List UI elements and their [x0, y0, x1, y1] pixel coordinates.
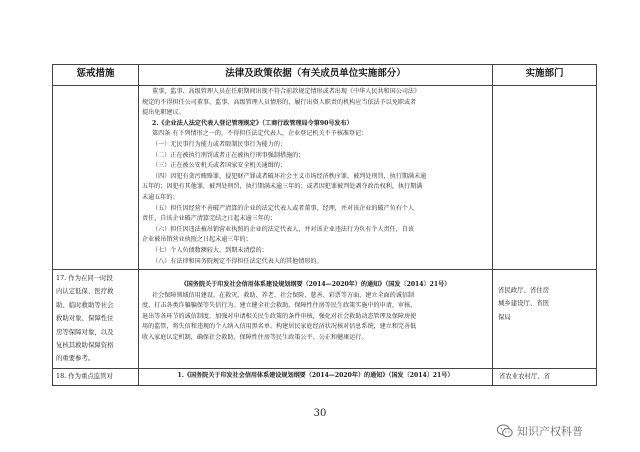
row1-dept-cell: [493, 86, 597, 270]
row1-basis-text: [139, 86, 492, 268]
row2-measure-text: [53, 270, 138, 368]
basis-line: 未逾五年的；: [142, 193, 179, 201]
measure-line: 助、临时救助等社会: [56, 300, 114, 309]
measure-line: 复核其救助保障资格: [56, 341, 114, 350]
page-number: 30: [313, 408, 327, 419]
row3-measure-text: 18. 作为重点监管对: [56, 371, 113, 380]
dept-line: 城乡建设厅、省医: [498, 299, 550, 308]
row2-basis-cell: [139, 270, 493, 369]
dept-line: 保局: [498, 312, 511, 321]
row3-measure-cell: [53, 368, 139, 385]
row2-basis-text: [139, 270, 492, 345]
basis-line: 五年的；因犯有其他罪，被判处刑罚，执行期满未逾三年的；或者因犯罪被判处剥夺政治权利，执行期满: [142, 183, 423, 191]
basis-line: 用的监管，将失信和违规的个人纳入信用黑名单。构建居民家庭经济状况核对信息系统，建立和完善低: [142, 323, 417, 331]
row3-basis-text: 1.《国务院关于印发社会信用体系建设规划纲要（2014—2020年）的通知》（国发〔2014〕21号）: [177, 371, 454, 379]
basis-line: 规定的不得担任公司董事、监事、高级管理人员情形的，履行出资人职责的机构应当依法予以免职或者: [142, 98, 417, 106]
basis-line: （三）正在被公安机关或者国家安全机关通缉的；: [152, 162, 287, 170]
row3-basis-cell: [139, 368, 493, 385]
basis-line: 责任，自该企业破产清算完结之日起未逾三年的；: [142, 215, 277, 223]
row3-dept-text: 省农业农村厅、省: [499, 371, 551, 380]
table-header-row: [53, 65, 597, 86]
basis-line: （八）有法律和国务院规定不得担任法定代表人的其他情形的。: [152, 257, 323, 265]
basis-line: 企业被吊销营业执照之日起未逾三年的；: [142, 236, 252, 244]
basis-line: （二）正在被执行刑罚或者正在被执行刑事强制措施的；: [152, 151, 305, 159]
basis-line: （一）无民事行为能力或者限制民事行为能力的；: [152, 140, 287, 148]
policy-table: [52, 64, 597, 386]
basis-line: 2.《企业法人法定代表人登记管理规定》（工商行政管理局令第90号发布）: [152, 119, 353, 127]
measure-line: 救助对象、保障性住: [56, 314, 114, 323]
measure-line: 的重要参考。: [56, 354, 95, 363]
basis-line: （五）担任因经营不善破产清算的企业的法定代表人或者董事、经理，并对该企业的破产负有个人: [152, 204, 415, 212]
row2-measure-cell: [53, 270, 139, 369]
row2-dept-text: [493, 270, 596, 326]
table-row: [53, 86, 597, 270]
measure-line: 内认定低保、医疗救: [56, 287, 114, 296]
header-legal-basis: 法律及政策依据（有关成员单位实施部分）: [139, 65, 493, 86]
basis-line: 社会保障领域信用建设。在救灾、救助、养老、社会保险、慈善、彩票等方面，建立全面的诚信制: [152, 291, 415, 299]
basis-line: 董事、监事、高级管理人员在任职期间出现不符合前款规定情形或者出现《中华人民共和国公司法》: [152, 88, 421, 95]
basis-line: 提出免职建议。: [142, 109, 185, 117]
row2-dept-cell: [493, 270, 597, 369]
measure-line: 房等保障对象，以及: [56, 327, 114, 336]
wechat-logo-icon: [497, 424, 513, 438]
dept-line: 省民政厅、省住房: [498, 286, 550, 294]
basis-line: 退出等各环节的诚信制度，加强对申请相关民生政策的条件审核，强化对社会救助动态管理及保障房使: [142, 312, 417, 320]
header-measures: 惩戒措施: [53, 65, 139, 86]
row1-measure-cell: [53, 86, 139, 270]
row1-basis-cell: [139, 86, 493, 270]
basis-line: 度，打击各类诈骗骗保等失信行为。建立健全社会救助、保障性住房等民生政策实施中的申请、审核、: [142, 302, 417, 310]
basis-line: 收入家庭认定机制，确保社会救助、保障性住房等民生政策公平、公正和健康运行。: [142, 333, 368, 341]
basis-line: （四）因犯有贪污贿赂罪、侵犯财产罪或者破坏社会主义市场经济秩序罪，被判处刑罚，执行期满未逾: [152, 172, 427, 180]
measure-line: 17. 作为在同一时段: [56, 274, 113, 282]
watermark: [497, 423, 583, 439]
basis-line: （六）担任因违法被吊销营业执照的企业的法定代表人，并对该企业违法行为负有个人责任，自该: [152, 225, 415, 233]
basis-line: 《国务院关于印发社会信用体系建设规划纲要（2014—2020年）的通知》（国发〔2014〕21号）: [180, 281, 451, 288]
watermark-text: 知识产权科普: [517, 425, 583, 438]
basis-line: （七）个人负债数额较大，到期未清偿的；: [152, 246, 268, 254]
table-row: [53, 368, 597, 385]
row3-dept-cell: [493, 368, 597, 385]
basis-line: 第四条 有下列情形之一的，不得担任法定代表人，企业登记机关不予核准登记：: [152, 130, 368, 138]
header-department: 实施部门: [493, 65, 597, 86]
table-row: [53, 270, 597, 369]
